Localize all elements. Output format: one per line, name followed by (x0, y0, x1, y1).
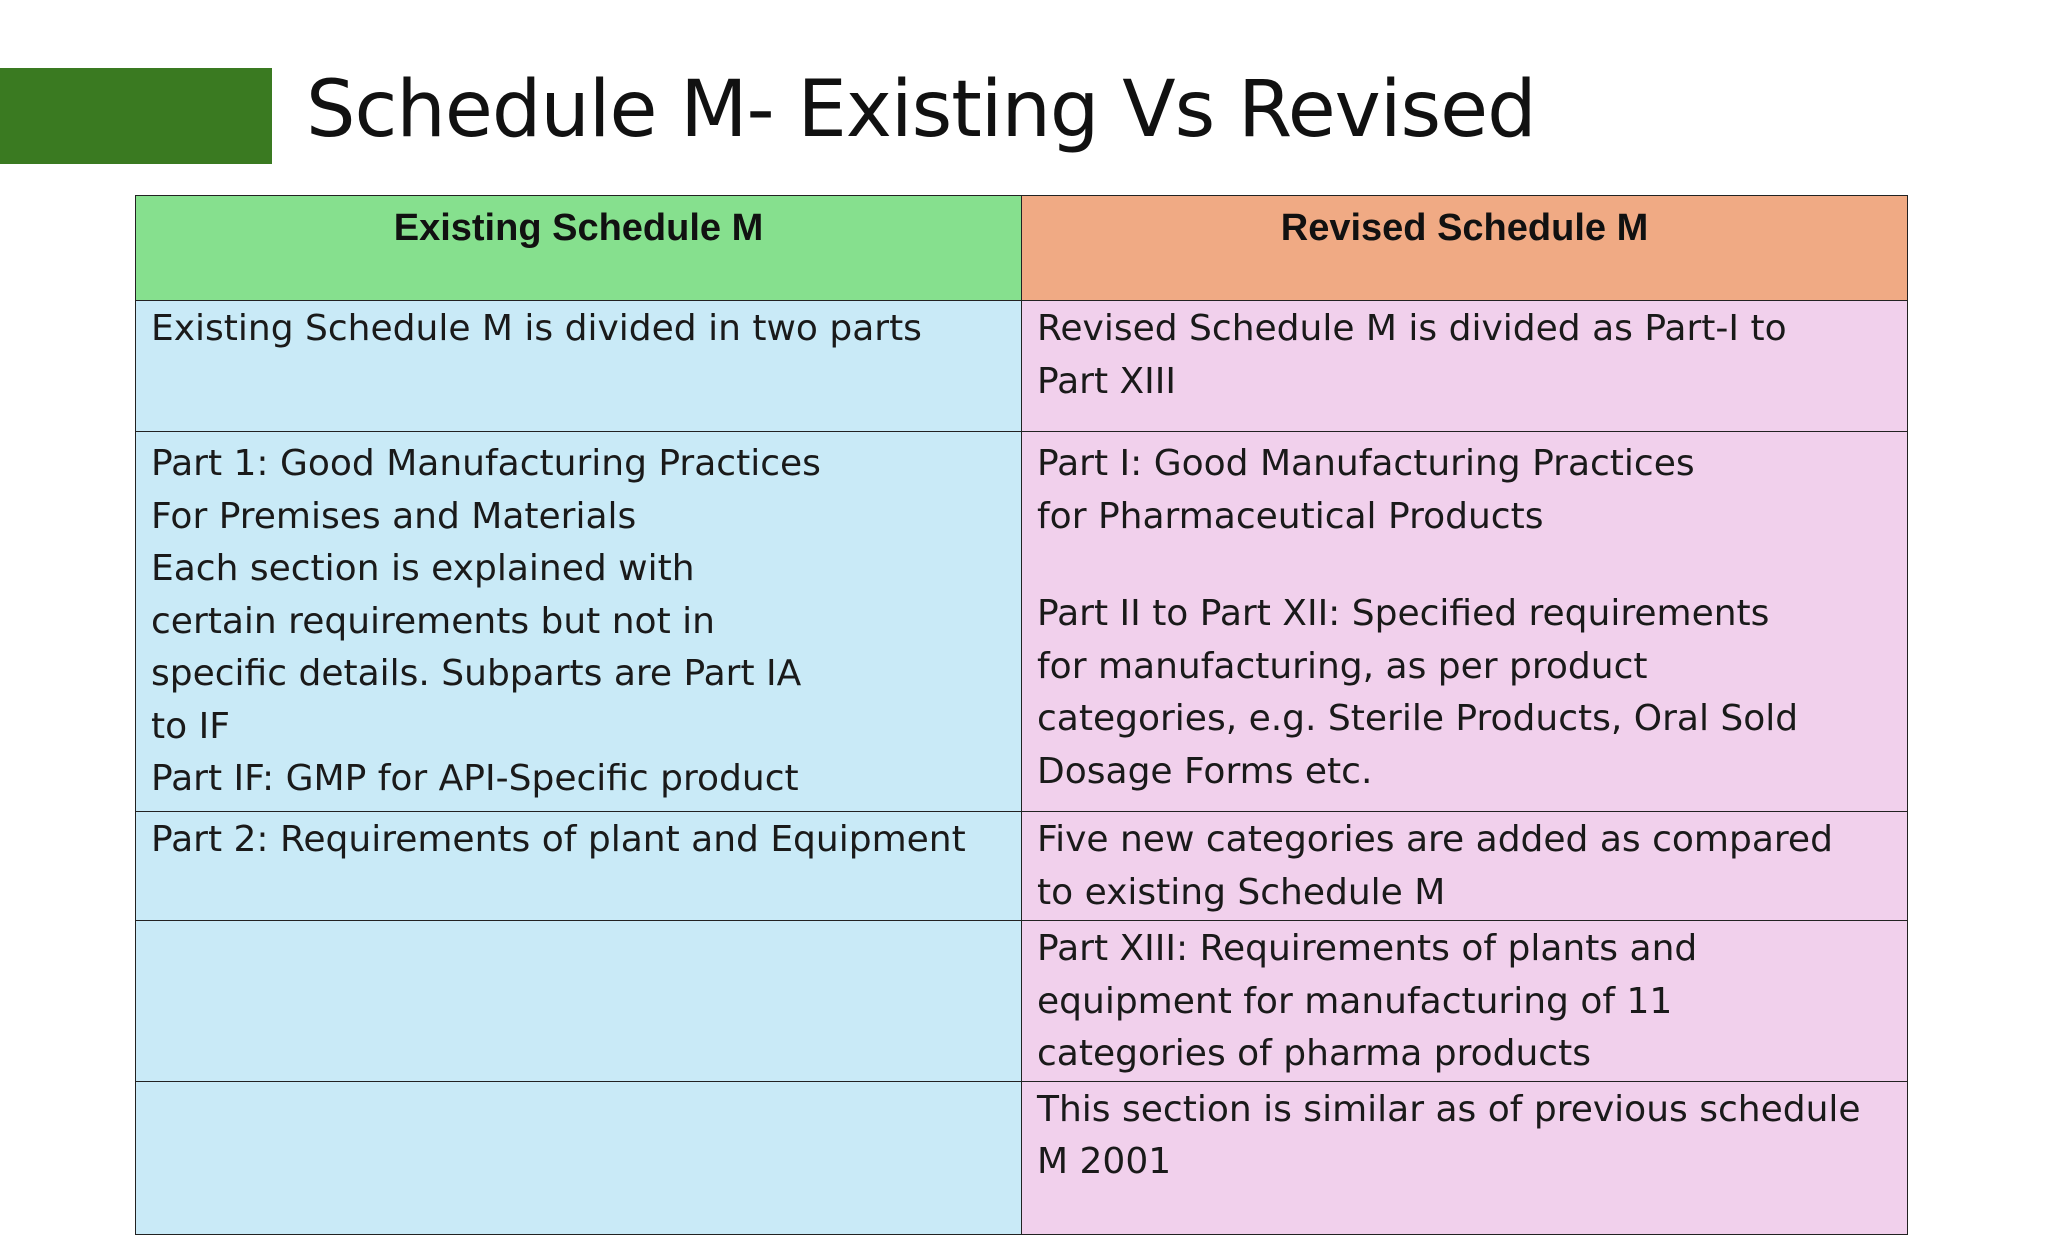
revised-column-header: Revised Schedule M (1022, 196, 1908, 301)
paragraph-gap (1037, 543, 1893, 588)
cell-text-line: Revised Schedule M is divided as Part-I to (1037, 308, 1787, 349)
slide-title: Schedule M- Existing Vs Revised (306, 65, 1536, 155)
revised-cell (1022, 1081, 1908, 1234)
title-accent-bar (0, 68, 272, 164)
cell-text-line: categories of pharma products (1037, 1033, 1591, 1074)
cell-text-line: Part XIII (1037, 360, 1177, 402)
revised-cell (1022, 921, 1908, 1082)
cell-text-line: Dosage Forms etc. (1037, 750, 1373, 792)
comparison-table (135, 195, 1908, 1235)
cell-text-line: for manufacturing, as per product (1037, 645, 1648, 687)
cell-text-line: Each section is explained with (151, 548, 695, 589)
existing-column-header: Existing Schedule M (136, 196, 1022, 301)
cell-text-line: Part I: Good Manufacturing Practices (1037, 443, 1695, 484)
cell-text-line: Part 2: Requirements of plant and Equipment (151, 819, 966, 860)
revised-cell (1022, 301, 1908, 432)
cell-text-line: specific details. Subparts are Part IA (151, 653, 802, 694)
cell-text-line: Existing Schedule M is divided in two parts (151, 308, 922, 349)
cell-text-line: Part 1: Good Manufacturing Practices (151, 443, 821, 484)
cell-text-line: M 2001 (1037, 1141, 1172, 1182)
existing-cell-empty (136, 921, 1022, 1082)
table-header-row (136, 196, 1908, 301)
cell-text-line: for Pharmaceutical Products (1037, 495, 1544, 537)
table-row (136, 921, 1908, 1082)
table-row (136, 432, 1908, 812)
cell-text-line: Part II to Part XII: Specified requirements (1037, 593, 1770, 634)
cell-text-line: categories, e.g. Sterile Products, Oral Sold (1037, 698, 1799, 739)
cell-text-line: Part XIII: Requirements of plants and (1037, 928, 1698, 969)
cell-text-line: certain requirements but not in (151, 600, 715, 642)
cell-text-line: to IF (151, 705, 230, 747)
existing-cell-empty (136, 1081, 1022, 1234)
cell-text-line: Five new categories are added as compared (1037, 819, 1833, 860)
cell-text-line: to existing Schedule M (1037, 871, 1446, 913)
table-row (136, 812, 1908, 921)
revised-cell (1022, 432, 1908, 812)
cell-text-line: For Premises and Materials (151, 495, 637, 537)
existing-cell (136, 812, 1022, 921)
table-row (136, 1081, 1908, 1234)
revised-cell (1022, 812, 1908, 921)
existing-cell (136, 301, 1022, 432)
table-row (136, 301, 1908, 432)
cell-text-line: This section is similar as of previous schedule (1037, 1088, 1861, 1130)
existing-cell (136, 432, 1022, 812)
cell-text-line: Part IF: GMP for API-Specific product (151, 758, 799, 799)
cell-text-line: equipment for manufacturing of 11 (1037, 980, 1673, 1022)
